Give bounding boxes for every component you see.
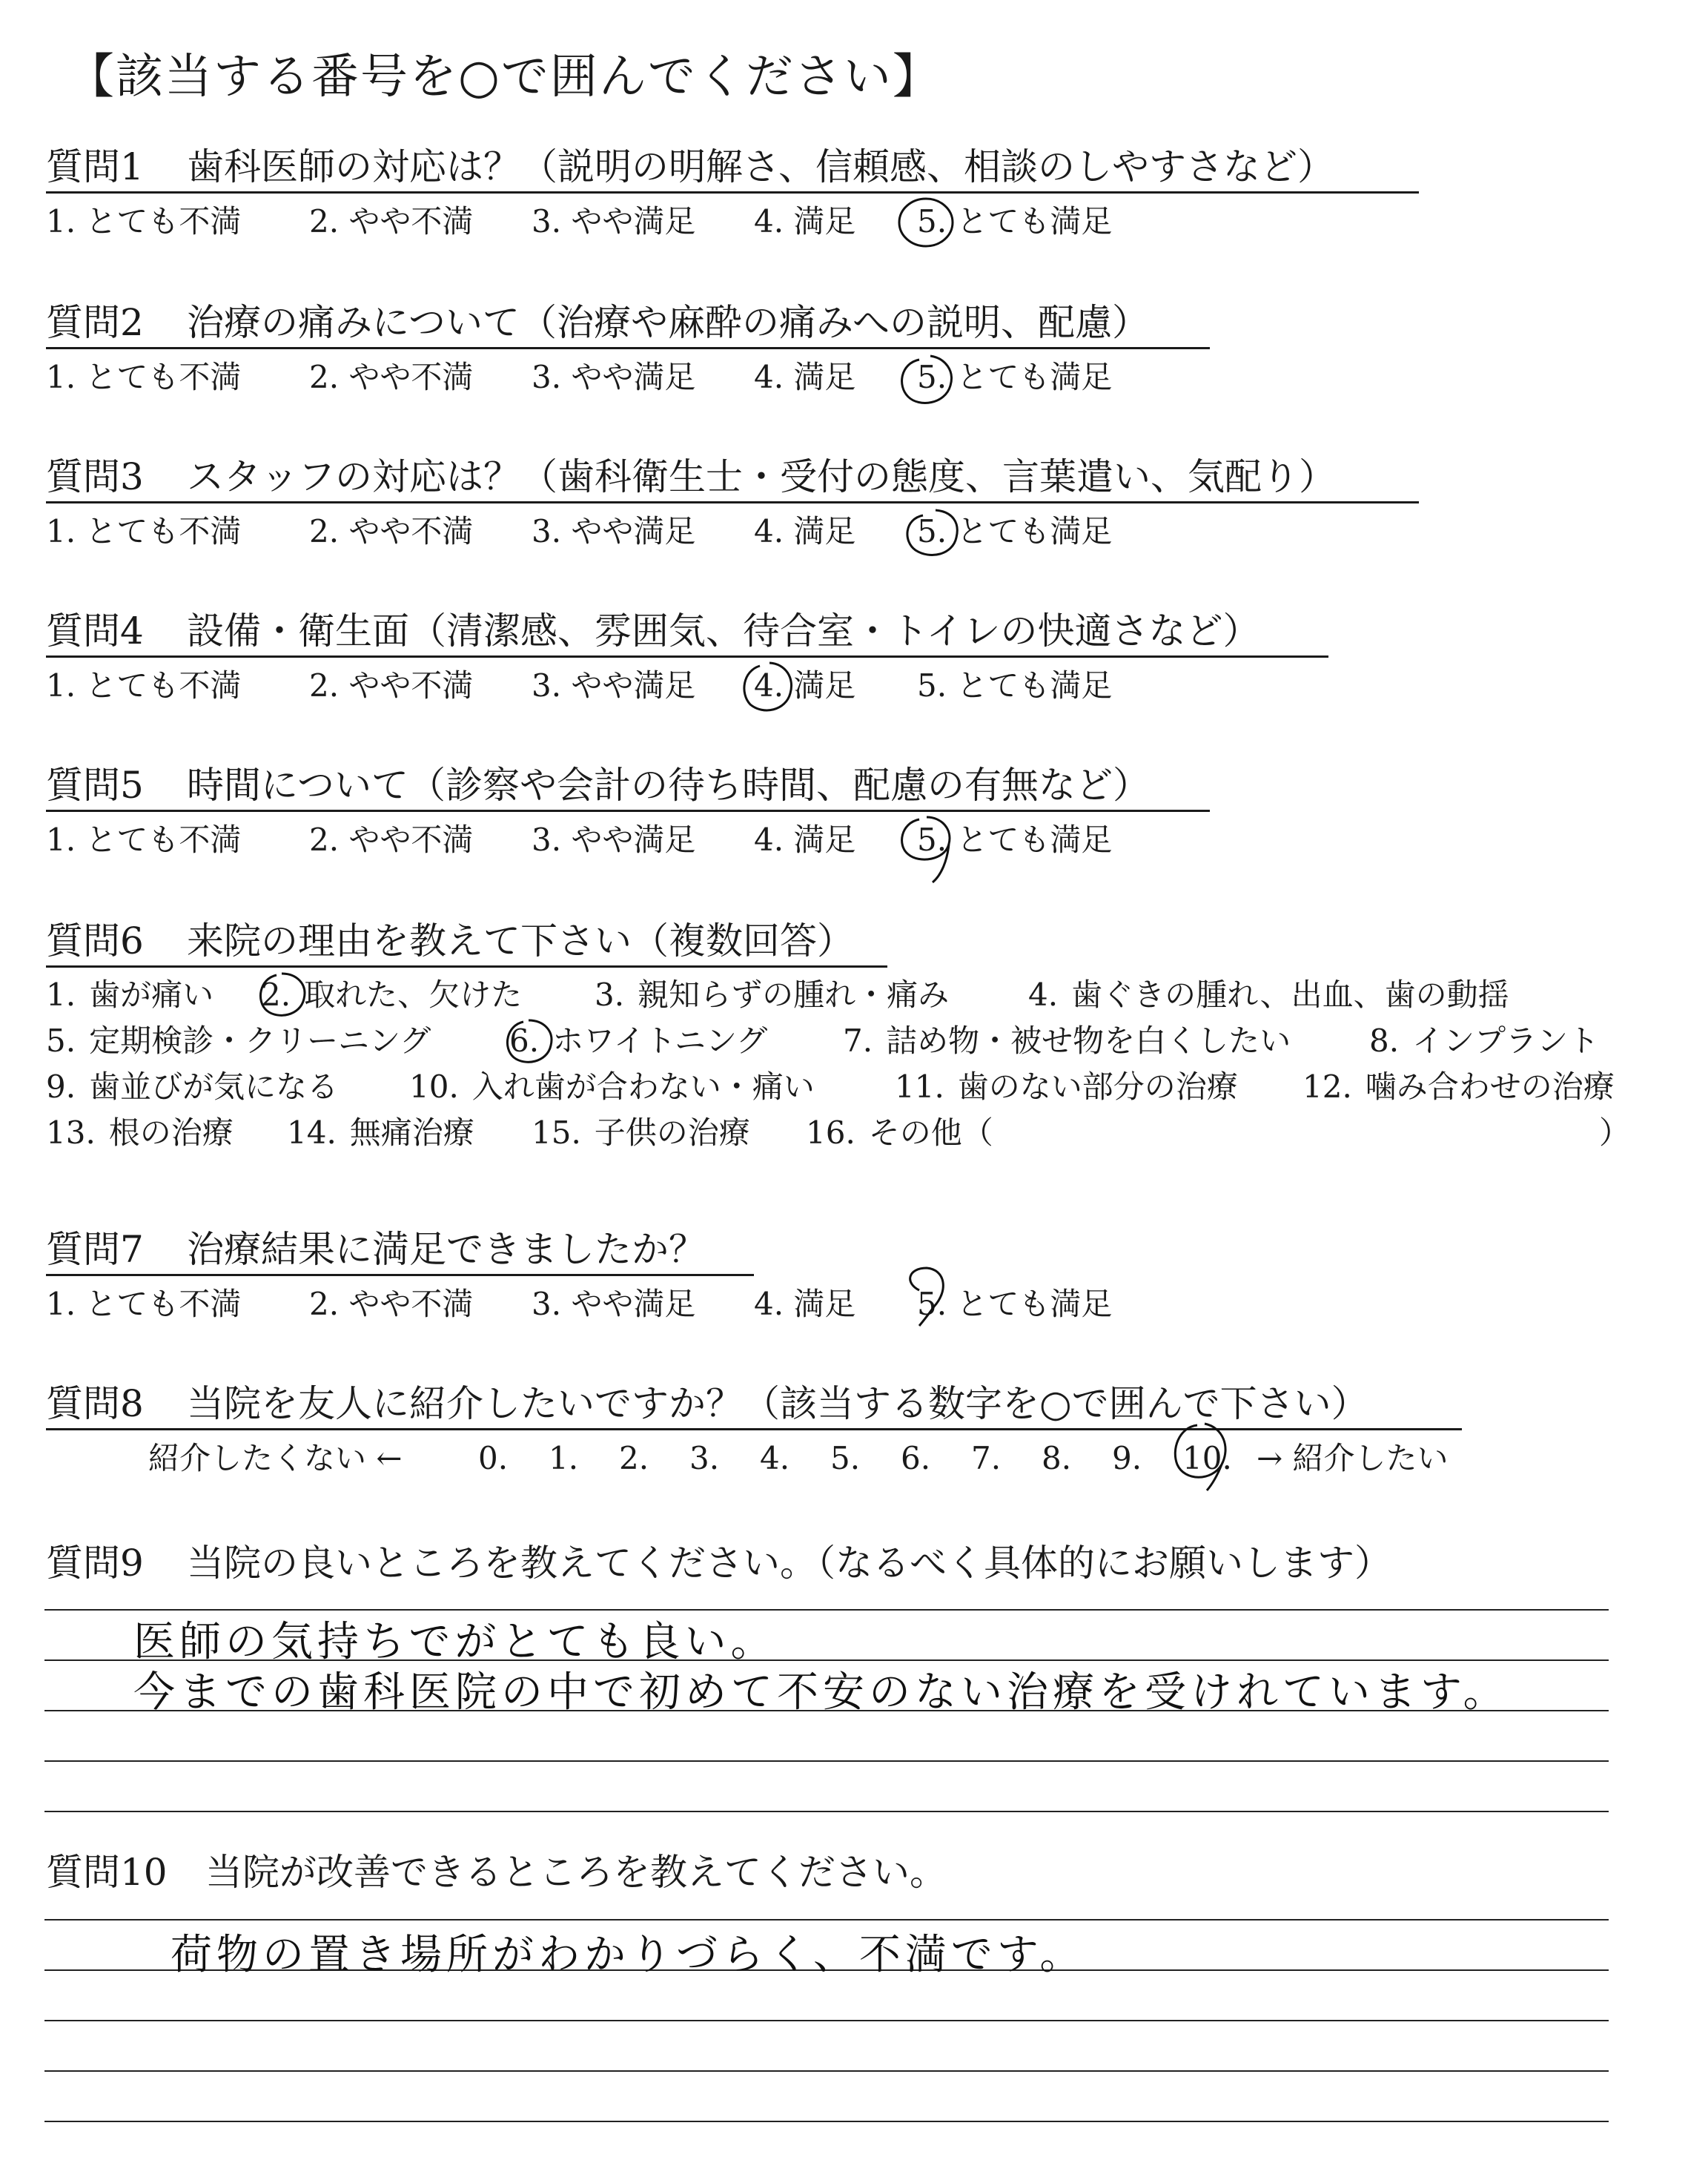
question-number: 質問10 xyxy=(46,1851,168,1894)
answer-line xyxy=(44,1811,1609,1812)
answer-line xyxy=(44,2020,1609,2021)
question-text: 当院を友人に紹介したいですか？（該当する数字を○で囲んで下さい） xyxy=(187,1382,1368,1425)
question-8-scale xyxy=(148,1439,1557,1478)
question-8-heading xyxy=(46,1381,1368,1426)
question-number: 質問9 xyxy=(46,1542,144,1585)
question-number: 質問2 xyxy=(46,301,144,344)
option-3[interactable]: 3. やや満足 xyxy=(532,513,696,549)
scale-number[interactable]: 4. xyxy=(760,1440,790,1476)
underline xyxy=(46,347,1210,349)
scale-number[interactable]: 9. xyxy=(1112,1440,1142,1476)
answer-line xyxy=(44,2121,1609,2122)
question-number: 質問7 xyxy=(46,1228,144,1271)
reason-option[interactable]: 8. インプラント xyxy=(1369,1023,1600,1059)
question-text: 当院の良いところを教えてください。（なるべく具体的にお願いします） xyxy=(187,1542,1391,1585)
option-1[interactable]: 1. とても不満 xyxy=(46,1286,242,1322)
underline xyxy=(46,1428,1462,1430)
question-7-options xyxy=(46,1285,1306,1324)
option-4[interactable]: 4. 満足 xyxy=(754,359,856,395)
scale-number[interactable]: 2. xyxy=(619,1440,649,1476)
question-2-options xyxy=(46,358,1306,397)
scale-number[interactable]: 8. xyxy=(1042,1440,1072,1476)
reason-option[interactable]: 3. 親知らずの腫れ・痛み xyxy=(595,977,950,1013)
question-text: 設備・衛生面（清潔感、雰囲気、待合室・トイレの快適さなど） xyxy=(187,610,1260,653)
question-number: 質問3 xyxy=(46,455,144,498)
underline xyxy=(46,655,1328,658)
question-6-options xyxy=(46,976,1662,1176)
question-text: 治療の痛みについて（治療や麻酔の痛みへの説明、配慮） xyxy=(187,301,1149,344)
option-3[interactable]: 3. やや満足 xyxy=(532,359,696,395)
question-1-heading xyxy=(46,145,1334,189)
page-title: 【該当する番号を○で囲んでください】 xyxy=(67,50,941,105)
scale-left-label: 紹介したくない ← xyxy=(148,1440,403,1476)
scale-number[interactable]: 10. xyxy=(1182,1440,1232,1476)
question-text: 時間について（診察や会計の待ち時間、配慮の有無など） xyxy=(187,764,1150,807)
question-number: 質問5 xyxy=(46,764,144,807)
underline xyxy=(46,810,1210,812)
scale-number[interactable]: 3. xyxy=(689,1440,720,1476)
reason-option[interactable]: 4. 歯ぐきの腫れ、出血、歯の動揺 xyxy=(1028,977,1509,1013)
answer-line xyxy=(44,1760,1609,1762)
option-3[interactable]: 3. やや満足 xyxy=(532,1286,696,1322)
question-2-heading xyxy=(46,300,1149,345)
option-2[interactable]: 2. やや不満 xyxy=(309,1286,474,1322)
answer-line xyxy=(44,2070,1609,2072)
option-2[interactable]: 2. やや不満 xyxy=(309,513,474,549)
reason-option[interactable]: 15. 子供の治療 xyxy=(532,1114,750,1151)
handwritten-answer-line: 医師の気持ちでがとても良い。 xyxy=(133,1618,777,1666)
option-5[interactable]: 5. とても満足 xyxy=(917,513,1113,549)
question-6-heading xyxy=(46,919,854,963)
option-3[interactable]: 3. やや満足 xyxy=(532,667,696,704)
option-4[interactable]: 4. 満足 xyxy=(754,1286,856,1322)
option-2[interactable]: 2. やや不満 xyxy=(309,822,474,858)
option-2[interactable]: 2. やや不満 xyxy=(309,359,474,395)
reason-option[interactable]: 7. 詰め物・被せ物を白くしたい xyxy=(843,1023,1291,1059)
reason-option[interactable]: 6. ホワイトニング xyxy=(509,1023,768,1059)
scale-right-label: → 紹介したい xyxy=(1257,1440,1449,1476)
option-1[interactable]: 1. とても不満 xyxy=(46,203,242,240)
question-7-heading xyxy=(46,1227,706,1272)
question-4-options xyxy=(46,667,1306,705)
option-1[interactable]: 1. とても不満 xyxy=(46,667,242,704)
scale-number[interactable]: 6. xyxy=(901,1440,931,1476)
question-4-heading xyxy=(46,609,1260,653)
answer-line xyxy=(44,1919,1609,1920)
underline xyxy=(46,501,1419,503)
question-number: 質問8 xyxy=(46,1382,144,1425)
question-3-heading xyxy=(46,455,1336,499)
question-9-heading xyxy=(46,1541,1391,1585)
option-2[interactable]: 2. やや不満 xyxy=(309,203,474,240)
handwritten-answer-line: 荷物の置き場所がわかりづらく、不満です。 xyxy=(171,1931,1086,1979)
question-text: 歯科医師の対応は？（説明の明解さ、信頼感、相談のしやすさなど） xyxy=(187,145,1334,188)
other-close-paren: ） xyxy=(1599,1114,1631,1151)
handwritten-answer-line: 今までの歯科医院の中で初めて不安のない治療を受けれています。 xyxy=(133,1668,1509,1717)
option-5[interactable]: 5. とても満足 xyxy=(917,667,1113,704)
reason-option[interactable]: 5. 定期検診・クリーニング xyxy=(46,1023,431,1059)
option-1[interactable]: 1. とても不満 xyxy=(46,359,242,395)
question-number: 質問6 xyxy=(46,919,144,962)
option-3[interactable]: 3. やや満足 xyxy=(532,203,696,240)
scale-number[interactable]: 1. xyxy=(549,1440,579,1476)
reason-option[interactable]: 9. 歯並びが気になる xyxy=(46,1069,339,1105)
reason-option[interactable]: 10. 入れ歯が合わない・痛い xyxy=(409,1069,815,1105)
question-5-heading xyxy=(46,763,1150,807)
question-1-options xyxy=(46,202,1306,241)
reason-option[interactable]: 12. 噛み合わせの治療 xyxy=(1302,1069,1615,1105)
question-text: 来院の理由を教えて下さい（複数回答） xyxy=(187,919,854,962)
option-5[interactable]: 5. とても満足 xyxy=(917,822,1113,858)
option-1[interactable]: 1. とても不満 xyxy=(46,513,242,549)
option-5[interactable]: 5. とても満足 xyxy=(917,203,1113,240)
question-text: 当院が改善できるところを教えてください。 xyxy=(205,1851,947,1894)
reason-option[interactable]: 16. その他（ xyxy=(806,1114,993,1151)
question-3-options xyxy=(46,512,1306,551)
question-5-options xyxy=(46,821,1306,859)
scale-number[interactable]: 7. xyxy=(971,1440,1002,1476)
reason-option[interactable]: 14. 無痛治療 xyxy=(287,1114,474,1151)
option-3[interactable]: 3. やや満足 xyxy=(532,822,696,858)
option-4[interactable]: 4. 満足 xyxy=(754,667,856,704)
question-text: スタッフの対応は？（歯科衛生士・受付の態度、言葉遣い、気配り） xyxy=(187,455,1336,498)
question-number: 質問1 xyxy=(46,145,144,188)
scale-number[interactable]: 5. xyxy=(830,1440,861,1476)
option-4[interactable]: 4. 満足 xyxy=(754,822,856,858)
underline xyxy=(46,965,887,968)
question-text: 治療結果に満足できましたか？ xyxy=(187,1228,706,1271)
option-4[interactable]: 4. 満足 xyxy=(754,203,856,240)
reason-option[interactable]: 1. 歯が痛い xyxy=(46,977,214,1013)
reason-option[interactable]: 11. 歯のない部分の治療 xyxy=(895,1069,1238,1105)
reason-option[interactable]: 13. 根の治療 xyxy=(46,1114,234,1151)
question-number: 質問4 xyxy=(46,610,144,653)
question-10-heading xyxy=(46,1850,947,1895)
scale-number[interactable]: 0. xyxy=(478,1440,509,1476)
option-1[interactable]: 1. とても不満 xyxy=(46,822,242,858)
option-4[interactable]: 4. 満足 xyxy=(754,513,856,549)
option-2[interactable]: 2. やや不満 xyxy=(309,667,474,704)
reason-option[interactable]: 2. 取れた、欠けた xyxy=(261,977,523,1013)
underline xyxy=(46,1274,754,1276)
option-5[interactable]: 5. とても満足 xyxy=(917,359,1113,395)
option-5[interactable]: 5. とても満足 xyxy=(917,1286,1113,1322)
underline xyxy=(46,191,1419,194)
